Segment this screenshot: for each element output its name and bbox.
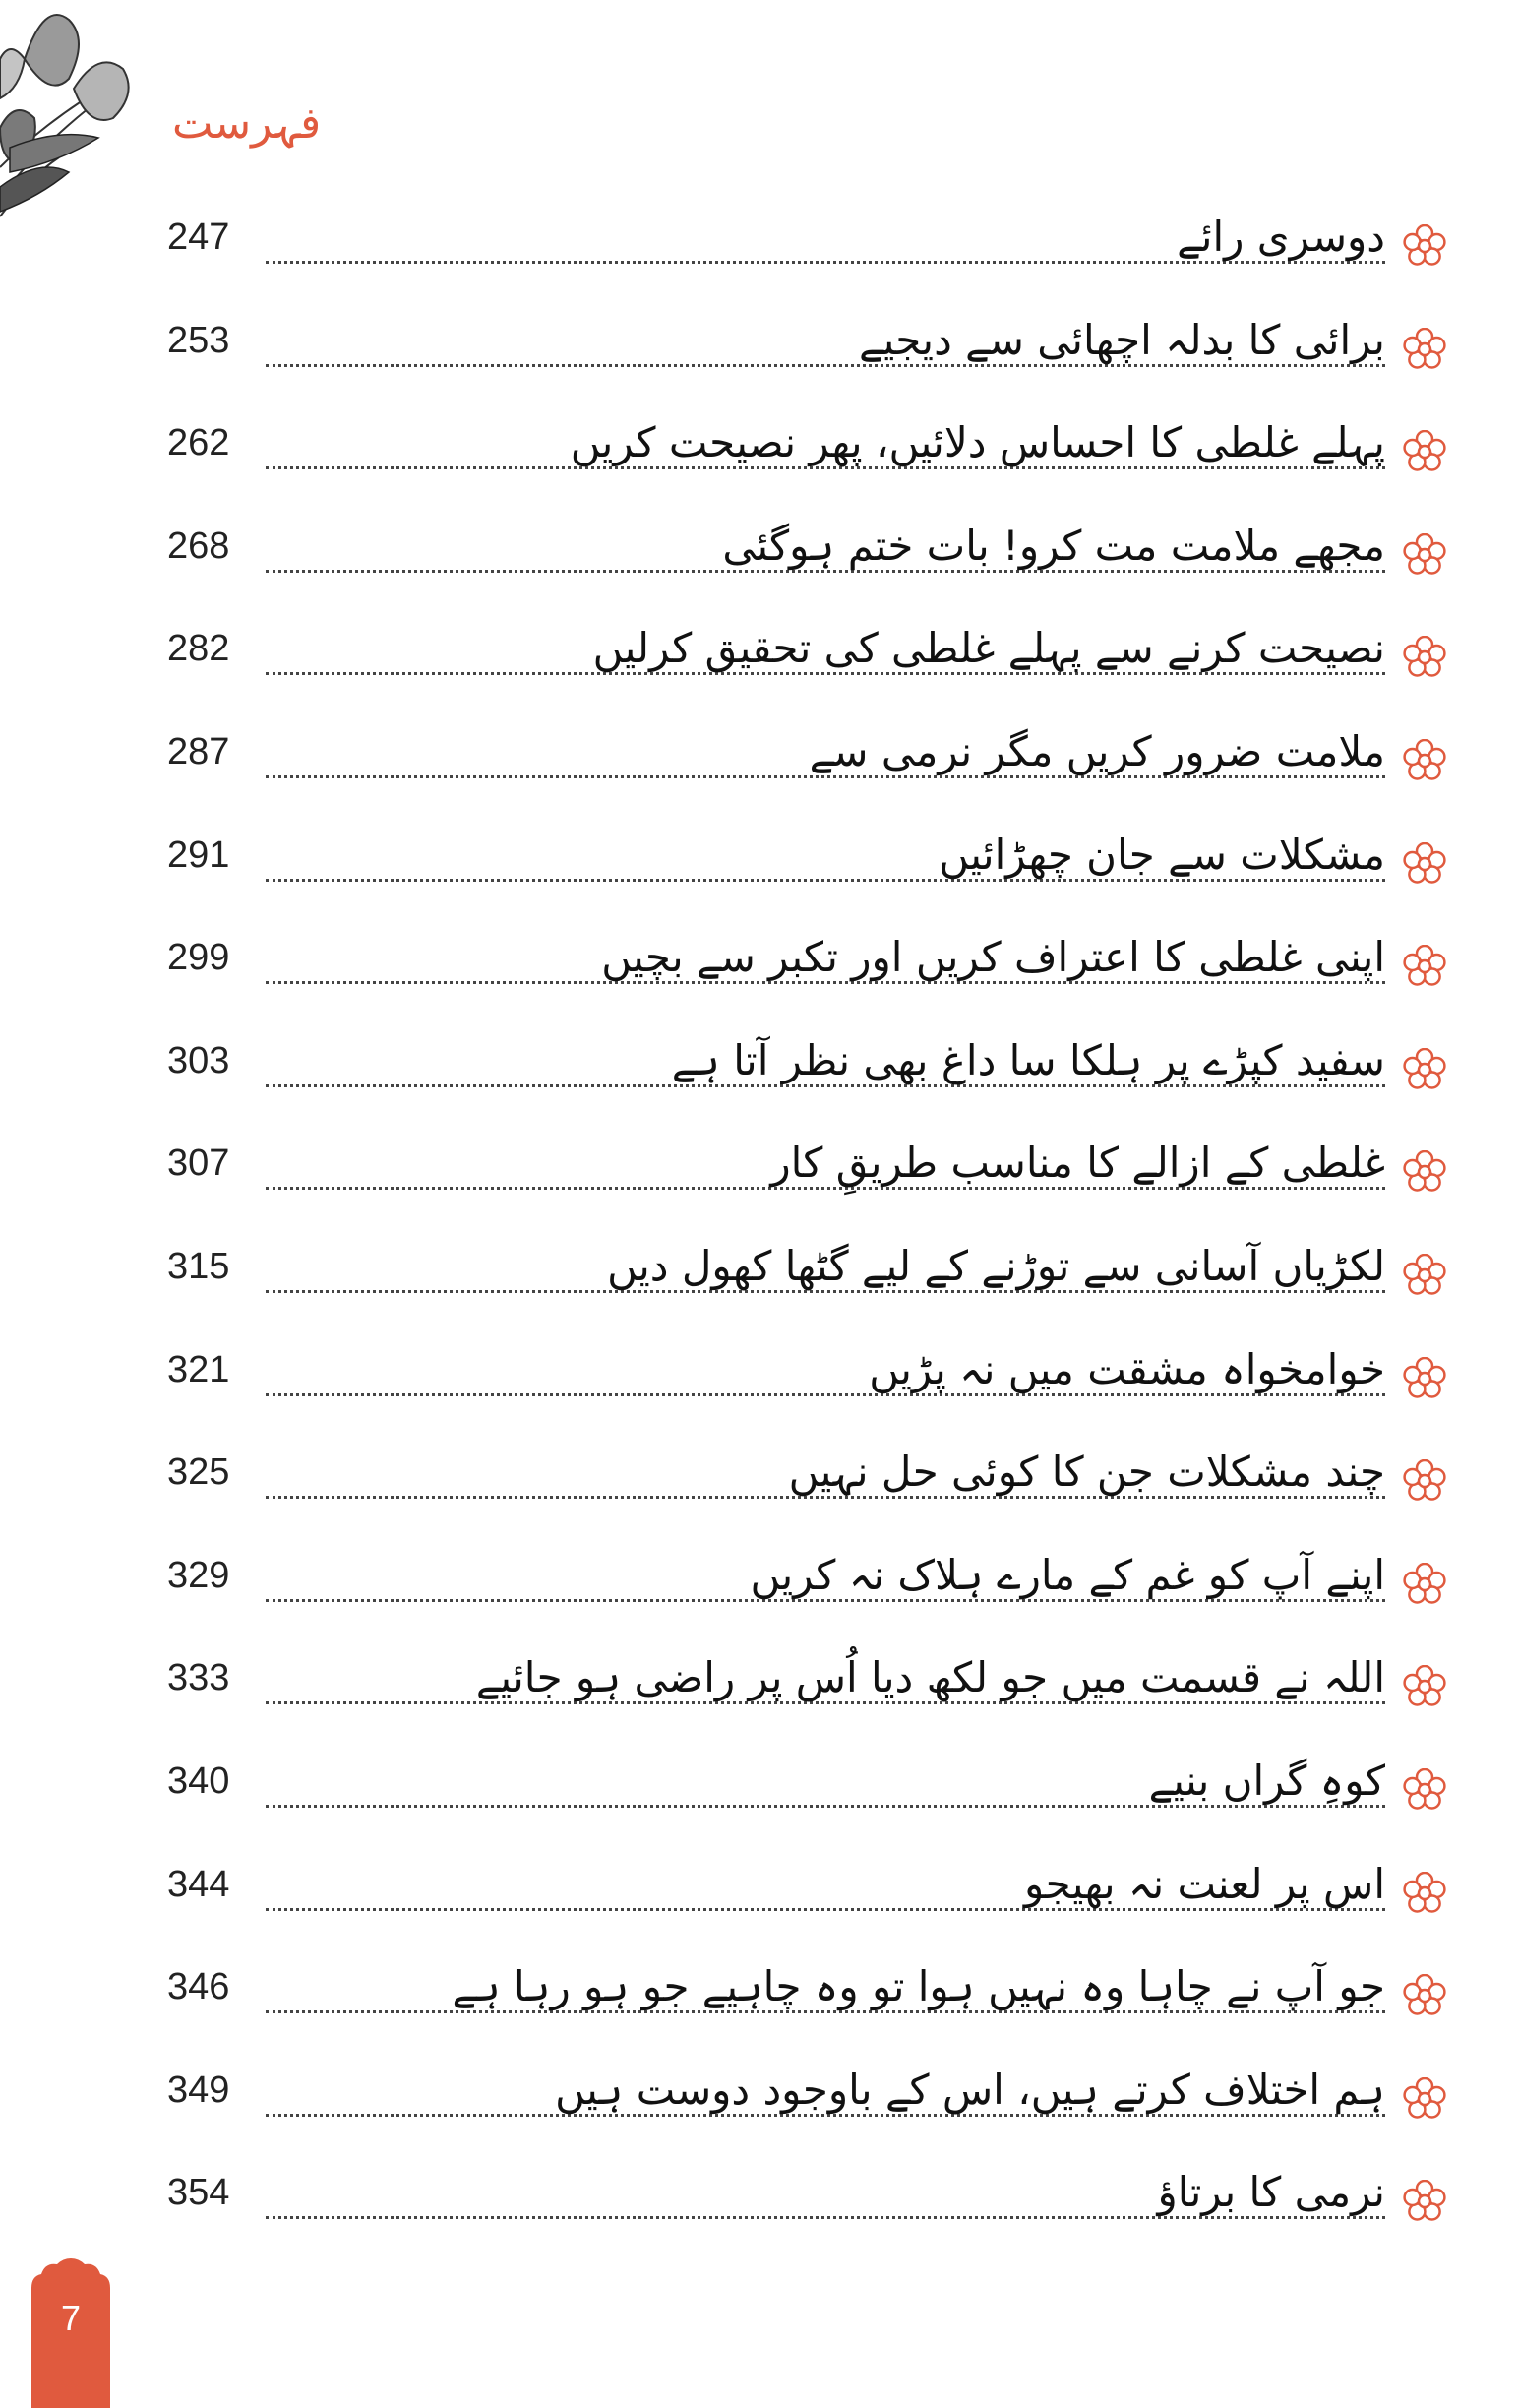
toc-entry-title: کوہِ گراں بنیے xyxy=(1141,1757,1385,1805)
flower-bullet-icon xyxy=(1403,1048,1446,1091)
toc-page-number: 354 xyxy=(167,2172,230,2214)
dotted-leader xyxy=(266,672,1385,675)
toc-page-number: 262 xyxy=(167,422,230,464)
toc-page-number: 329 xyxy=(167,1554,230,1596)
toc-page-number: 349 xyxy=(167,2068,230,2111)
dotted-leader xyxy=(266,570,1385,573)
toc-entry xyxy=(167,310,1446,389)
flower-bullet-icon xyxy=(1403,2180,1446,2223)
flower-bullet-icon xyxy=(1403,1150,1446,1194)
dotted-leader xyxy=(266,2216,1385,2219)
dotted-leader xyxy=(266,879,1385,882)
dotted-leader xyxy=(266,981,1385,984)
flower-bullet-icon xyxy=(1403,842,1446,886)
toc-page-number: 340 xyxy=(167,1760,230,1802)
toc-entry-title: اپنی غلطی کا اعتراف کریں اور تکبر سے بچیں xyxy=(593,933,1385,981)
toc-entry xyxy=(167,1854,1446,1933)
toc-entry xyxy=(167,1442,1446,1520)
page-title: فہرست xyxy=(172,98,322,149)
toc-entry xyxy=(167,207,1446,285)
toc-entry xyxy=(167,721,1446,800)
toc-entry-title: اس پر لعنت نہ بھیجو xyxy=(1016,1860,1385,1908)
dotted-leader xyxy=(266,1908,1385,1911)
flower-bullet-icon xyxy=(1403,2077,1446,2121)
toc-entry-title: اللہ نے قسمت میں جو لکھ دیا اُس پر راضی ہو جائیے xyxy=(468,1653,1385,1701)
flower-bullet-icon xyxy=(1403,533,1446,577)
flower-bullet-icon xyxy=(1403,1665,1446,1708)
flower-bullet-icon xyxy=(1403,224,1446,268)
dotted-leader xyxy=(266,1187,1385,1190)
toc-page-number: 325 xyxy=(167,1451,230,1494)
dotted-leader xyxy=(266,1599,1385,1602)
dotted-leader xyxy=(266,466,1385,469)
toc-entry xyxy=(167,1133,1446,1211)
toc-page-number: 333 xyxy=(167,1657,230,1699)
toc-page-number: 315 xyxy=(167,1246,230,1287)
toc-entry-title: ہم اختلاف کرتے ہیں، اس کے باوجود دوست ہیں xyxy=(547,2066,1385,2114)
flower-bullet-icon xyxy=(1403,1872,1446,1915)
toc-entry xyxy=(167,1545,1446,1624)
dotted-leader xyxy=(266,1084,1385,1087)
flower-bullet-icon xyxy=(1403,1254,1446,1297)
flower-bullet-icon xyxy=(1403,1974,1446,2017)
toc-page-number: 303 xyxy=(167,1039,230,1081)
toc-page-number: 282 xyxy=(167,628,230,670)
flower-bullet-icon xyxy=(1403,430,1446,473)
toc-entry xyxy=(167,412,1446,491)
toc-page-number: 321 xyxy=(167,1348,230,1390)
toc-page-number: 291 xyxy=(167,834,230,876)
toc-entry-title: اپنے آپ کو غم کے مارے ہلاک نہ کریں xyxy=(743,1551,1385,1599)
flower-bullet-icon xyxy=(1403,1563,1446,1606)
dotted-leader xyxy=(266,261,1385,264)
toc-entry xyxy=(167,1339,1446,1418)
dotted-leader xyxy=(266,775,1385,778)
dotted-leader xyxy=(266,2114,1385,2117)
toc-entry xyxy=(167,2060,1446,2138)
toc-entry-title: ملامت ضرور کریں مگر نرمی سے xyxy=(802,727,1385,775)
toc-page-number: 344 xyxy=(167,1863,230,1905)
toc-page-number: 253 xyxy=(167,319,230,361)
flower-bullet-icon xyxy=(1403,739,1446,782)
toc-entry-title: پہلے غلطی کا احساس دلائیں، پھر نصیحت کریں xyxy=(563,418,1385,466)
toc-entry-title: سفید کپڑے پر ہلکا سا داغ بھی نظر آتا ہے xyxy=(664,1036,1385,1084)
toc-entry xyxy=(167,1751,1446,1829)
flower-bullet-icon xyxy=(1403,1459,1446,1503)
dotted-leader xyxy=(266,1290,1385,1293)
flower-bullet-icon xyxy=(1403,328,1446,371)
toc-entry-title: غلطی کے ازالے کا مناسب طریقِ کار xyxy=(762,1139,1385,1187)
dotted-leader xyxy=(266,364,1385,367)
toc-entry xyxy=(167,825,1446,903)
toc-entry-title: نصیحت کرنے سے پہلے غلطی کی تحقیق کرلیں xyxy=(585,624,1385,672)
toc-page-number: 247 xyxy=(167,216,230,258)
flower-bullet-icon xyxy=(1403,945,1446,988)
toc-page-number: 268 xyxy=(167,525,230,567)
toc-entry xyxy=(167,1030,1446,1109)
toc-entry xyxy=(167,516,1446,594)
toc-entry-title: نرمی کا برتاؤ xyxy=(1150,2168,1386,2216)
toc-entry xyxy=(167,1236,1446,1315)
dotted-leader xyxy=(266,2010,1385,2013)
dotted-leader xyxy=(266,1701,1385,1704)
page-number: 7 xyxy=(60,2298,82,2338)
flower-bullet-icon xyxy=(1403,636,1446,679)
flower-bullet-icon xyxy=(1403,1768,1446,1812)
toc-entry xyxy=(167,618,1446,697)
toc-entry xyxy=(167,927,1446,1006)
flower-bullet-icon xyxy=(1403,1357,1446,1400)
toc-entry-title: لکڑیاں آسانی سے توڑنے کے لیے گٹھا کھول دیں xyxy=(599,1242,1385,1290)
toc-entry-title: دوسری رائے xyxy=(1169,213,1385,261)
toc-entry xyxy=(167,1647,1446,1726)
dotted-leader xyxy=(266,1805,1385,1808)
toc-page-number: 287 xyxy=(167,731,230,772)
dotted-leader xyxy=(266,1393,1385,1396)
toc-entry-title: مجھے ملامت مت کرو! بات ختم ہوگئی xyxy=(714,522,1385,570)
toc-page-number: 346 xyxy=(167,1966,230,2008)
toc-entry-title: جو آپ نے چاہا وہ نہیں ہوا تو وہ چاہیے جو ہو رہا ہے xyxy=(444,1962,1385,2010)
toc-entry-title: مشکلات سے جان چھڑائیں xyxy=(931,831,1385,879)
toc-entry-title: برائی کا بدلہ اچھائی سے دیجیے xyxy=(851,316,1385,364)
toc-entry-title: خوامخواہ مشقت میں نہ پڑیں xyxy=(861,1345,1385,1393)
toc-entry xyxy=(167,1956,1446,2035)
toc-page-number: 299 xyxy=(167,937,230,979)
toc-entry xyxy=(167,2162,1446,2241)
toc-page-number: 307 xyxy=(167,1142,230,1185)
dotted-leader xyxy=(266,1496,1385,1499)
toc-entry-title: چند مشکلات جن کا کوئی حل نہیں xyxy=(781,1448,1385,1496)
